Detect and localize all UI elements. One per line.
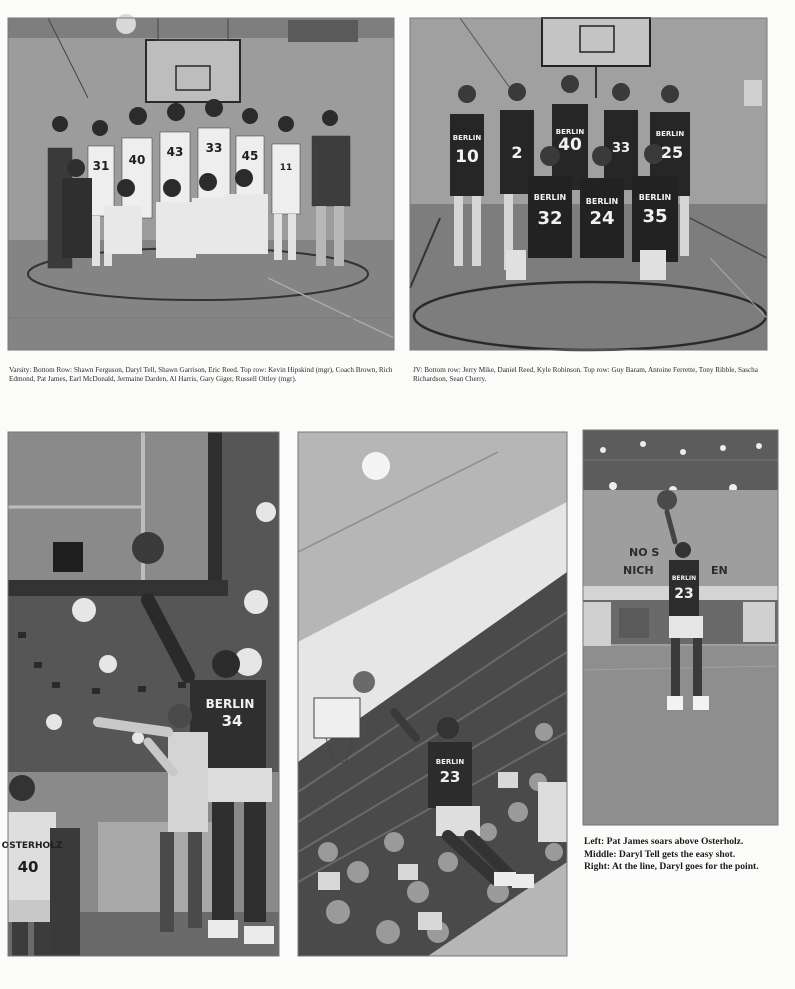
jersey-number: 40 bbox=[128, 153, 146, 167]
jersey-number: 23 bbox=[674, 586, 694, 602]
jersey-number: 40 bbox=[17, 858, 39, 876]
jersey-number: 2 bbox=[511, 143, 523, 162]
gym-sign-text: NO S bbox=[629, 546, 660, 559]
action-caption-right: Right: At the line, Daryl goes for the point. bbox=[584, 861, 759, 873]
action-caption-middle: Middle: Daryl Tell gets the easy shot. bbox=[584, 848, 736, 860]
jv-team-photo bbox=[410, 18, 767, 350]
team-name-text: BERLIN bbox=[638, 193, 672, 202]
team-name-text: BERLIN bbox=[585, 197, 619, 206]
jersey-number: 24 bbox=[589, 208, 615, 229]
jersey-number: 33 bbox=[205, 141, 223, 155]
varsity-caption: Varsity: Bottom Row: Shawn Ferguson, Daryl Tell, Shawn Garrison, Eric Reed. Top row: Kevin Hipskind (mgr), Coach Brown, Rich Edmond, Pat James, Earl McDonald, Jermaine Darden, Al Harris, Gary Giger, Russell Ottley (mgr). bbox=[9, 366, 393, 384]
jersey-number: 32 bbox=[537, 208, 563, 229]
action-caption bbox=[584, 836, 779, 874]
team-name-text: OSTERHOLZ bbox=[1, 841, 63, 851]
team-name-text: BERLIN bbox=[452, 134, 482, 142]
jersey-number: 23 bbox=[439, 768, 461, 786]
jersey-number: 40 bbox=[558, 135, 582, 155]
jersey-number: 35 bbox=[642, 206, 668, 227]
jersey-number: 43 bbox=[166, 145, 184, 159]
jersey-number: 45 bbox=[241, 149, 259, 163]
team-name-text: BERLIN bbox=[555, 128, 585, 136]
gym-sign-text: NICH bbox=[623, 564, 654, 577]
team-name-text: BERLIN bbox=[435, 758, 465, 766]
team-name-text: BERLIN bbox=[533, 193, 567, 202]
jersey-number: 11 bbox=[279, 163, 293, 173]
jersey-number: 10 bbox=[455, 147, 479, 167]
jersey-number: 31 bbox=[92, 159, 110, 173]
team-name-text: BERLIN bbox=[671, 575, 697, 582]
middle-action-photo bbox=[298, 432, 567, 956]
varsity-team-photo bbox=[8, 18, 394, 350]
action-caption-left: Left: Pat James soars above Osterholz. bbox=[584, 836, 744, 847]
team-name-text: BERLIN bbox=[655, 130, 685, 138]
right-action-photo bbox=[583, 430, 778, 825]
jersey-number: 34 bbox=[221, 712, 243, 730]
left-action-photo bbox=[1, 432, 279, 956]
team-name-text: BERLIN bbox=[205, 697, 255, 711]
jv-caption: JV: Bottom row: Jerry Mike, Daniel Reed, Kyle Robinson. Top row: Guy Baram, Antoine Ferrette, Tony Ribble, Sascha Richardson, Sean Cherry. bbox=[413, 366, 758, 384]
gym-sign-text: EN bbox=[711, 564, 728, 577]
jersey-number: 25 bbox=[660, 143, 684, 162]
jersey-number: 33 bbox=[611, 141, 631, 156]
